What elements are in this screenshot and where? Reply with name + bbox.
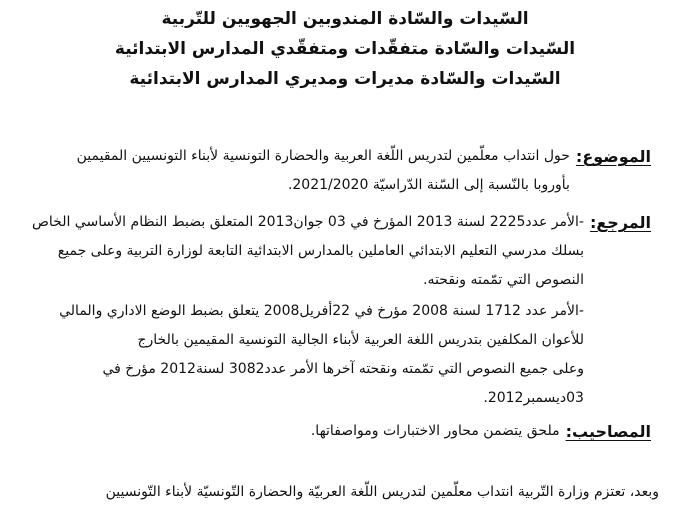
attachment-section	[21, 417, 651, 446]
attachment-line: ملحق يتضمن محاور الاختبارات ومواصفاتها.	[310, 423, 560, 439]
reference-decree-2225-line: النصوص التي تمّمته ونقحته.	[423, 272, 584, 288]
addressee-line-school-directors: السّيدات والسّادة مديرات ومديري المدارس الابتدائية	[129, 69, 561, 89]
attachment-label: المصاحيب:	[565, 422, 651, 441]
subject-line: حول انتداب معلّمين لتدريس اللّغة العربية والحضارة التونسية لأبناء التونسيين المقيمين	[76, 148, 570, 164]
reference-decree-1712-line: وعلى جميع النصوص التي تمّمته ونقحته آخرها الأمر عدد3082 لسنة2012 مؤرخ في	[102, 361, 584, 377]
reference-decree-1712-line: 03ديسمبر2012.	[483, 390, 584, 406]
addressee-line-inspectors: السّيدات والسّادة متفقّدات ومتفقّدي المدارس الابتدائية	[114, 39, 576, 59]
reference-decree-2225-line: -الأمر عدد2225 لسنة 2013 المؤرخ في 03 جوان2013 المتعلق بضبط النظام الأساسي الخاص	[31, 214, 584, 230]
reference-section	[21, 208, 651, 413]
reference-label: المرجع:	[589, 213, 651, 232]
attachment-text	[21, 417, 560, 446]
subject-text	[21, 142, 570, 200]
subject-line: بأوروبا بالنّسبة إلى السّنة الدّراسيّة 2021/2020.	[287, 177, 570, 193]
subject-section	[21, 142, 651, 200]
intro-paragraph	[19, 478, 659, 507]
addressee-block	[90, 4, 600, 94]
reference-decree-1712-line: -الأمر عدد 1712 لسنة 2008 مؤرخ في 22أفريل2008 يتعلق بضبط الوضع الاداري والمالي	[59, 303, 584, 319]
subject-label: الموضوع:	[575, 147, 651, 166]
reference-text	[21, 208, 584, 413]
reference-decree-2225-line: بسلك مدرسي التعليم الابتدائي العاملين بالمدارس الابتدائية التابعة لوزارة التربية وعلى جميع	[57, 243, 584, 259]
addressee-line-regional-delegates: السّيدات والسّادة المندوبين الجهويين للتّربية	[161, 9, 529, 29]
intro-line: وبعد، تعتزم وزارة التّربية انتداب معلّمين لتدريس اللّغة العربيّة والحضارة التّونسيّة لأبناء التّونسيين	[105, 484, 659, 500]
reference-decree-1712-line: للأعوان المكلفين بتدريس اللغة العربية لأبناء الجالية التونسية المقيمين بالخارج	[137, 332, 584, 348]
